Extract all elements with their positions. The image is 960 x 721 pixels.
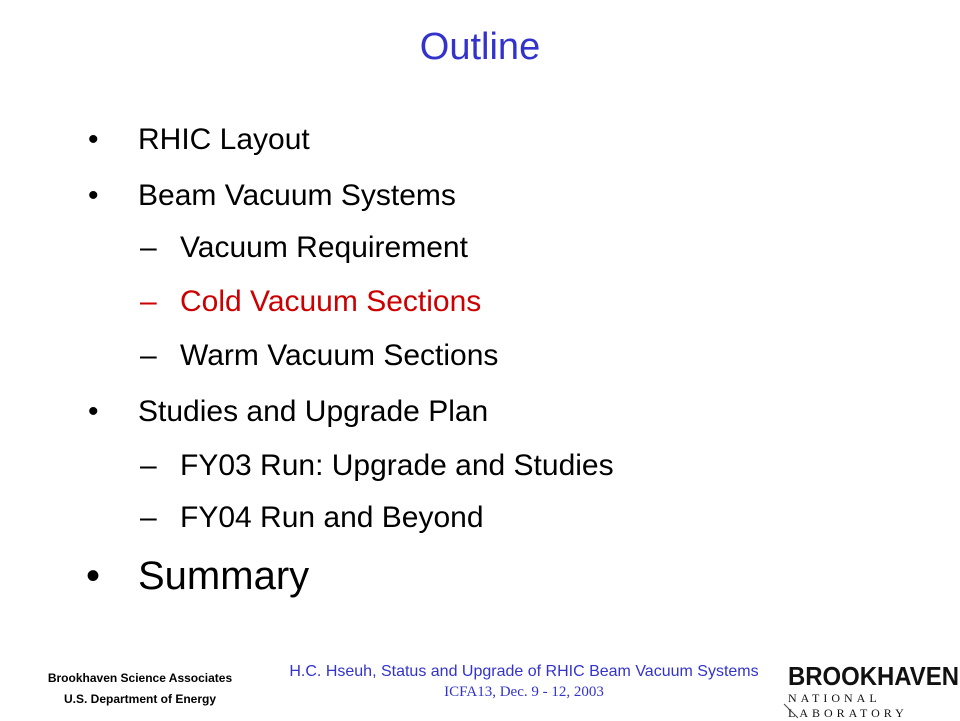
sub-list-item: [0, 230, 960, 270]
list-item-label: Beam Vacuum Systems: [138, 179, 456, 212]
list-item: [0, 122, 960, 162]
brookhaven-logo: [776, 660, 960, 720]
bullet-marker: •: [86, 554, 101, 598]
sub-list-item-label: FY03 Run: Upgrade and Studies: [180, 449, 614, 482]
footer-talk-title: H.C. Hseuh, Status and Upgrade of RHIC Beam Vacuum Systems: [289, 663, 759, 680]
sub-list-item-highlighted: [0, 284, 960, 324]
footer-talk-date: ICFA13, Dec. 9 - 12, 2003: [444, 684, 604, 700]
list-item-label: RHIC Layout: [138, 123, 310, 156]
list-item: [0, 394, 960, 434]
logo-subtitle: NATIONAL LABORATORY: [788, 691, 908, 720]
dash-marker: –: [140, 339, 157, 372]
dash-marker: –: [140, 501, 157, 534]
list-item-label: Studies and Upgrade Plan: [138, 395, 489, 428]
footer-talk-info: [284, 662, 764, 702]
list-item: [0, 178, 960, 218]
dash-marker: –: [140, 285, 157, 318]
bullet-marker: •: [88, 179, 99, 212]
logo-wordmark: BROOKHAVEN: [788, 661, 959, 691]
sub-list-item: [0, 500, 960, 540]
dash-marker: –: [140, 231, 157, 264]
sub-list-item-label: FY04 Run and Beyond: [180, 501, 484, 534]
dash-marker: –: [140, 449, 157, 482]
bullet-marker: •: [88, 123, 99, 156]
list-item-label: Summary: [138, 554, 310, 598]
footer-org-line: Brookhaven Science Associates: [47, 671, 233, 685]
sub-list-item-label: Cold Vacuum Sections: [180, 285, 482, 318]
slide-title: Outline: [419, 26, 541, 68]
sub-list-item-label: Warm Vacuum Sections: [180, 339, 499, 372]
sub-list-item: [0, 448, 960, 488]
list-item: [0, 552, 960, 604]
bullet-marker: •: [88, 395, 99, 428]
footer-org-line: U.S. Department of Energy: [63, 692, 217, 706]
sub-list-item-label: Vacuum Requirement: [180, 231, 468, 264]
footer-organization: [40, 668, 240, 710]
sub-list-item: [0, 338, 960, 378]
